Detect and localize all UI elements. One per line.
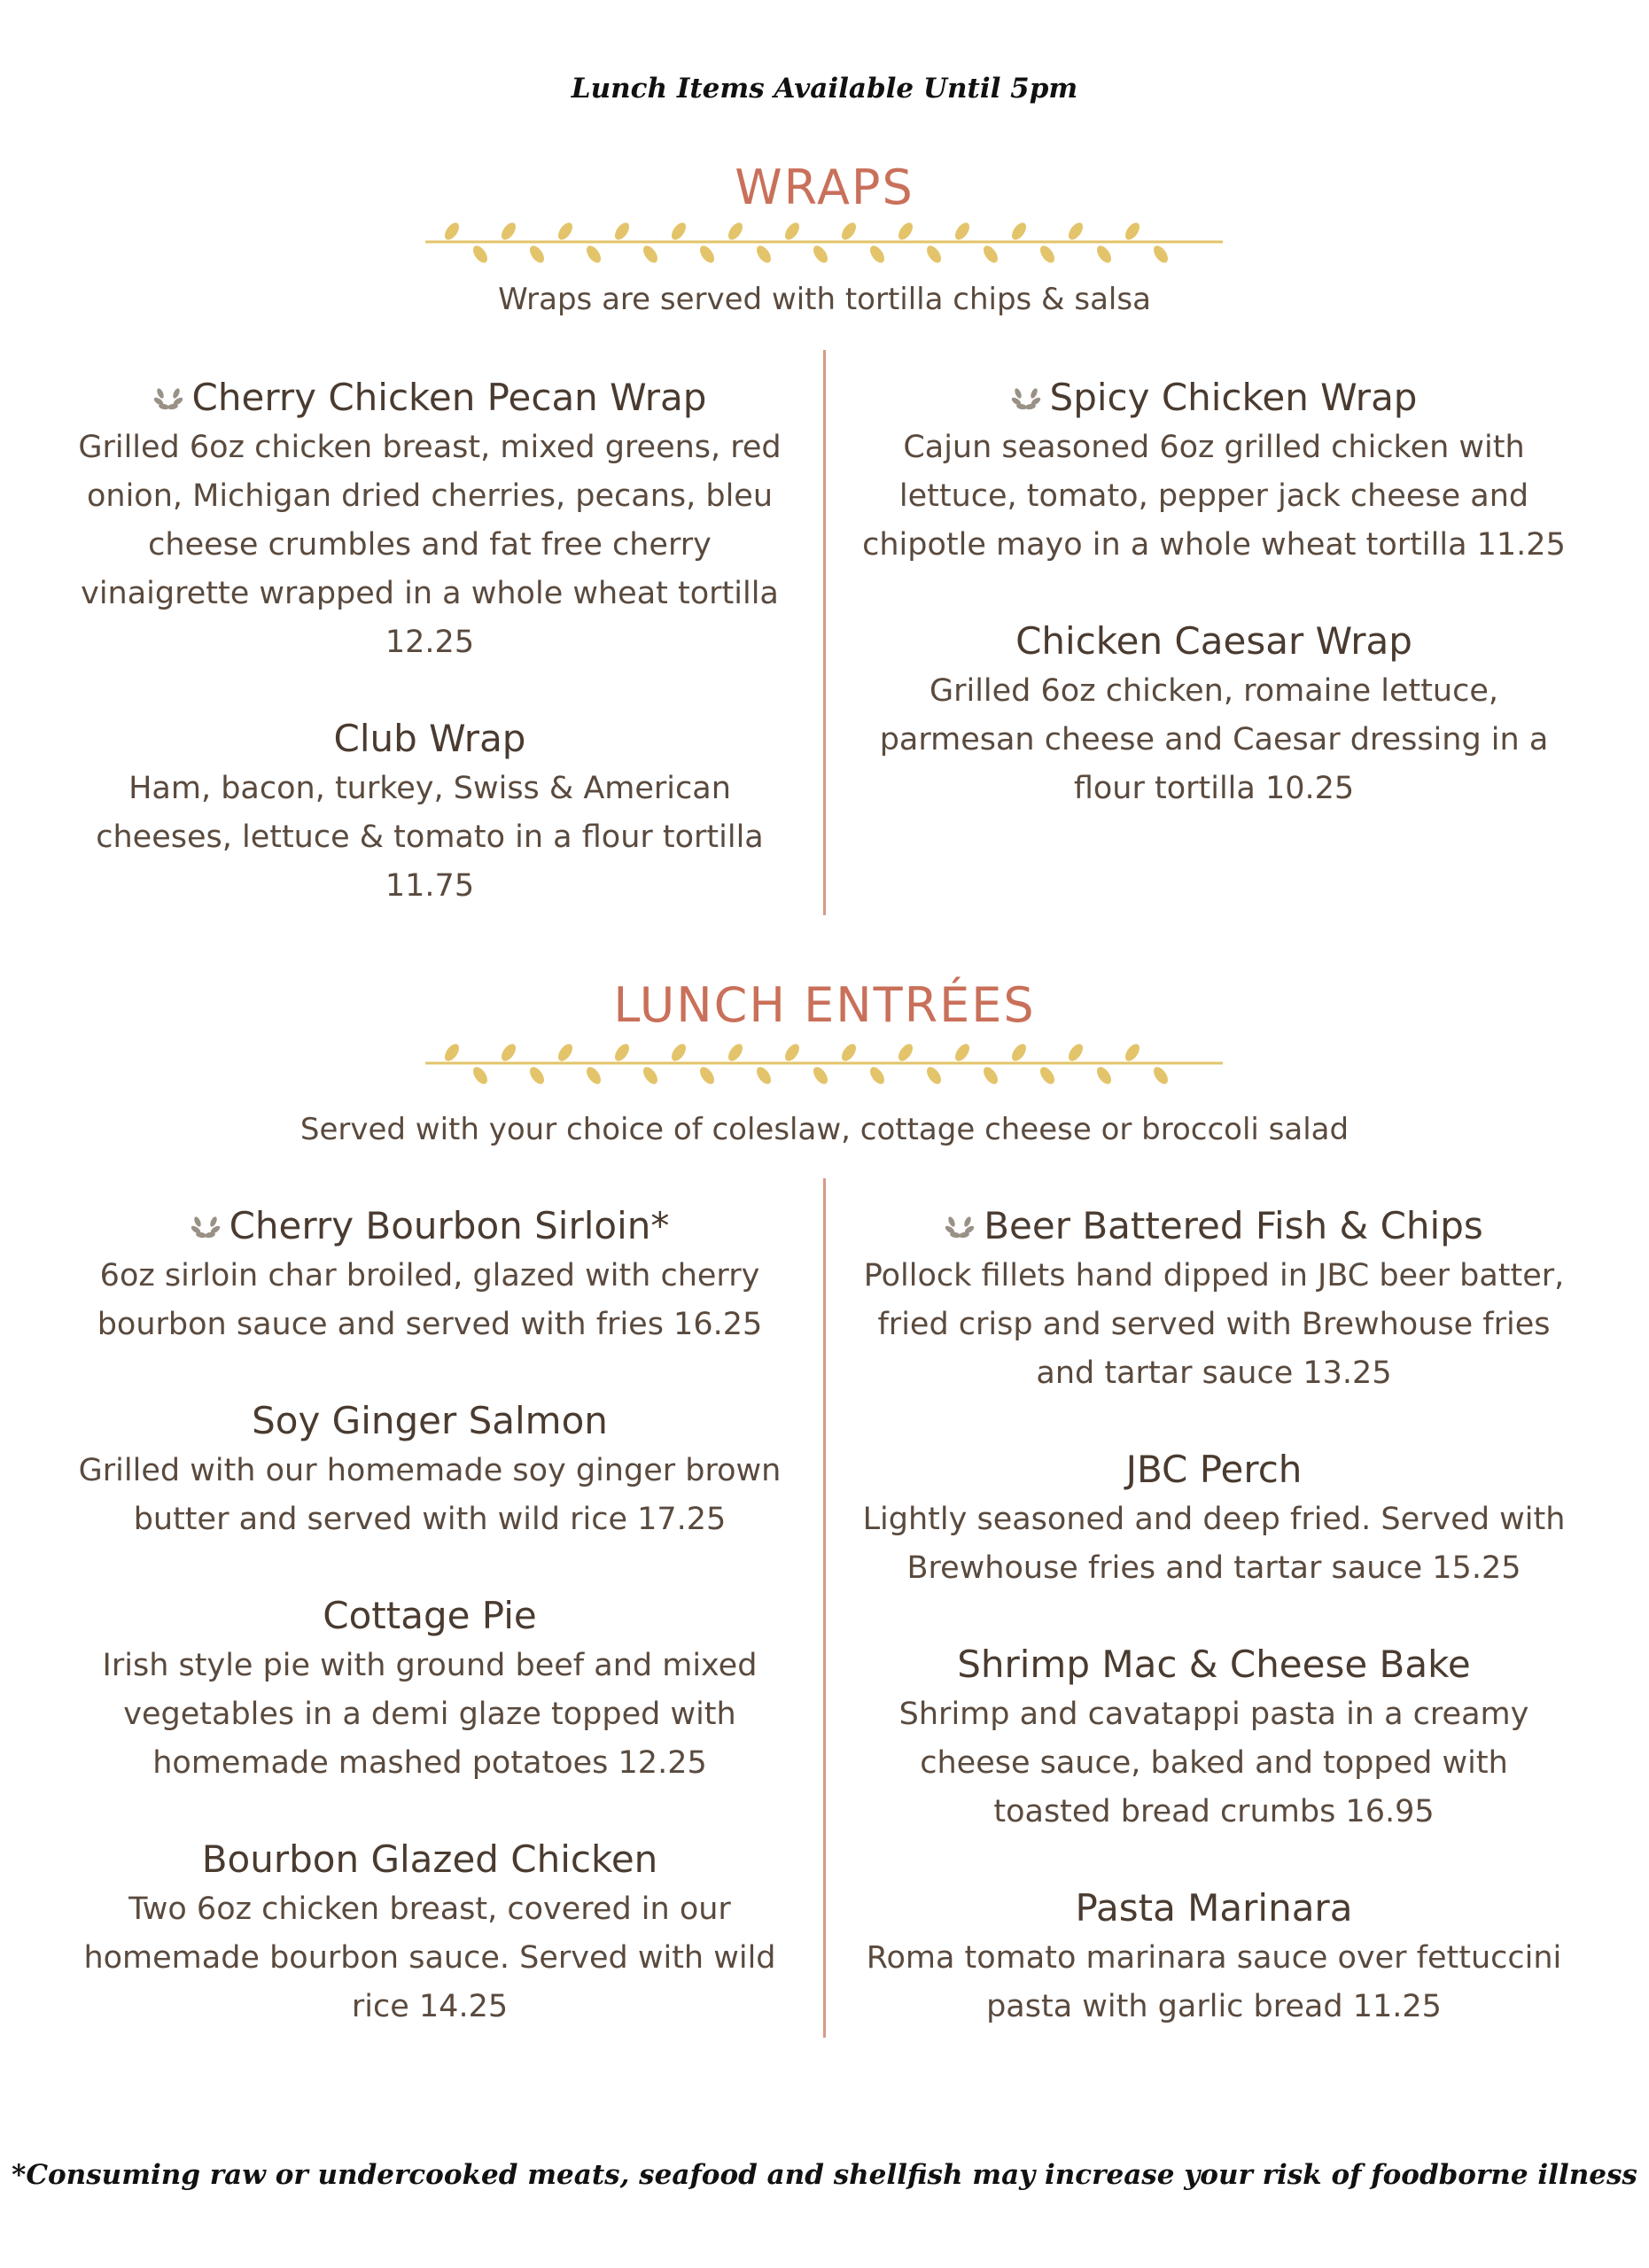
wraps-column-divider (823, 350, 826, 915)
menu-item-description (851, 1934, 1577, 2031)
menu-item-name (66, 713, 793, 765)
menu-item (66, 1590, 793, 1788)
menu-item-name-text: Bourbon Glazed Chicken (201, 1837, 658, 1881)
menu-item-description (66, 765, 793, 911)
menu-item-name (851, 372, 1577, 423)
menu-item-name-text: Chicken Caesar Wrap (1015, 619, 1412, 663)
menu-item (66, 713, 793, 911)
menu-item-description-line: fried crisp and served with Brewhouse fries (877, 1307, 1551, 1342)
wraps-section-subtitle: Wraps are served with tortilla chips & salsa (498, 282, 1151, 317)
menu-item-description-line: chipotle mayo in a whole wheat tortilla 11.25 (862, 527, 1566, 563)
menu-item-description-line: 11.75 (385, 868, 475, 904)
entrees-column-divider (823, 1178, 826, 2038)
menu-item-description-line: Ham, bacon, turkey, Swiss & American (128, 771, 731, 806)
laurel-wreath-icon (1011, 385, 1041, 412)
menu-item (851, 1883, 1577, 2031)
menu-item-name (851, 1883, 1577, 1934)
menu-item-description-line: parmesan cheese and Caesar dressing in a (879, 722, 1549, 757)
menu-item (851, 1444, 1577, 1593)
menu-item-description (851, 667, 1577, 813)
menu-item-description-line: Grilled with our homemade soy ginger brown (78, 1453, 782, 1488)
menu-item-description (851, 1690, 1577, 1837)
menu-item-description-line: Irish style pie with ground beef and mixed (102, 1648, 758, 1683)
menu-item-description-line: butter and served with wild rice 17.25 (133, 1502, 727, 1537)
menu-item-description (851, 1252, 1577, 1398)
menu-item-description-line: Grilled 6oz chicken, romaine lettuce, (929, 673, 1499, 709)
menu-item (851, 1200, 1577, 1398)
entrees-section-title: LUNCH ENTRÉES (613, 977, 1036, 1033)
menu-item-name (66, 1395, 793, 1447)
vine-divider-icon (425, 1038, 1223, 1091)
menu-item-description-line: Shrimp and cavatappi pasta in a creamy (898, 1697, 1529, 1732)
menu-item-description (851, 1495, 1577, 1593)
menu-item-description (66, 1447, 793, 1544)
menu-item-name (66, 1834, 793, 1885)
menu-item-description (66, 1642, 793, 1788)
menu-item-description-line: cheese sauce, baked and topped with (920, 1745, 1508, 1781)
wraps-right-column (851, 372, 1577, 813)
menu-item (66, 1395, 793, 1544)
menu-item-name (66, 1200, 793, 1252)
menu-item-description-line: vegetables in a demi glaze topped with (123, 1697, 736, 1732)
menu-item-description (66, 423, 793, 667)
menu-item-description-line: pasta with garlic bread 11.25 (986, 1989, 1442, 2024)
menu-item-description-line: 6oz sirloin char broiled, glazed with cherry (99, 1258, 760, 1293)
menu-item-description-line: homemade mashed potatoes 12.25 (152, 1745, 707, 1781)
menu-item-description-line: rice 14.25 (351, 1989, 509, 2024)
menu-item-description-line: Two 6oz chicken breast, covered in our (128, 1891, 731, 1927)
menu-item-name (851, 1639, 1577, 1690)
menu-item-description-line: bourbon sauce and served with fries 16.25 (97, 1307, 763, 1342)
menu-item-name (66, 372, 793, 423)
laurel-wreath-icon (153, 385, 183, 412)
menu-item (66, 372, 793, 667)
menu-item-description (851, 423, 1577, 570)
menu-item-description-line: Cajun seasoned 6oz grilled chicken with (903, 430, 1525, 465)
laurel-wreath-icon (191, 1214, 221, 1240)
food-safety-disclaimer: *Consuming raw or undercooked meats, seafood and shellfish may increase your risk of foodborne illness (12, 2159, 1637, 2191)
menu-item-description-line: lettuce, tomato, pepper jack cheese and (898, 478, 1529, 514)
menu-item-description-line: cheese crumbles and fat free cherry (148, 527, 712, 563)
menu-item (851, 372, 1577, 570)
menu-item-name-text: JBC Perch (1125, 1448, 1303, 1491)
menu-item-name-text: Beer Battered Fish & Chips (984, 1204, 1483, 1247)
menu-item-description (66, 1252, 793, 1349)
entrees-right-column (851, 1200, 1577, 2031)
menu-item-name-text: Spicy Chicken Wrap (1049, 376, 1418, 419)
menu-item-name-text: Club Wrap (333, 717, 526, 760)
menu-item-description-line: vinaigrette wrapped in a whole wheat tortilla (81, 576, 779, 611)
menu-item (851, 1639, 1577, 1837)
menu-item-name (851, 1200, 1577, 1252)
menu-item-description-line: toasted bread crumbs 16.95 (993, 1794, 1435, 1829)
menu-item-name (66, 1590, 793, 1642)
menu-item-name-text: Pasta Marinara (1075, 1886, 1353, 1930)
menu-item-name-text: Cottage Pie (323, 1594, 537, 1637)
entrees-section-subtitle: Served with your choice of coleslaw, cottage cheese or broccoli salad (299, 1112, 1350, 1147)
menu-item (66, 1200, 793, 1349)
menu-item-name-text: Cherry Chicken Pecan Wrap (191, 376, 707, 419)
menu-item-description-line: Grilled 6oz chicken breast, mixed greens, red (78, 430, 782, 465)
menu-item-description-line: and tartar sauce 13.25 (1036, 1355, 1392, 1391)
menu-item-description-line: flour tortilla 10.25 (1073, 771, 1355, 806)
menu-item-description-line: Brewhouse fries and tartar sauce 15.25 (906, 1550, 1521, 1586)
menu-item-description-line: Lightly seasoned and deep fried. Served with (862, 1502, 1566, 1537)
menu-item-name-text: Shrimp Mac & Cheese Bake (957, 1643, 1471, 1686)
menu-item-description (66, 1885, 793, 2031)
menu-item-name (851, 1444, 1577, 1495)
entrees-left-column (66, 1200, 793, 2031)
menu-item-description-line: onion, Michigan dried cherries, pecans, bleu (86, 478, 774, 514)
menu-item-description-line: Roma tomato marinara sauce over fettuccini (866, 1940, 1562, 1976)
menu-item (851, 616, 1577, 813)
laurel-wreath-icon (945, 1214, 975, 1240)
menu-item-description-line: Pollock fillets hand dipped in JBC beer batter, (863, 1258, 1565, 1293)
menu-item-description-line: homemade bourbon sauce. Served with wild (83, 1940, 776, 1976)
menu-item-description-line: cheeses, lettuce & tomato in a flour tortilla (96, 819, 764, 855)
menu-item-name-text: Soy Ginger Salmon (252, 1399, 608, 1442)
menu-item-name (851, 616, 1577, 667)
lunch-availability-note: Lunch Items Available Until 5pm (571, 73, 1078, 105)
menu-item-description-line: 12.25 (385, 625, 475, 660)
menu-item (66, 1834, 793, 2031)
wraps-left-column (66, 372, 793, 911)
vine-divider-icon (425, 217, 1223, 270)
wraps-section-title: WRAPS (735, 159, 914, 215)
menu-item-name-text: Cherry Bourbon Sirloin* (229, 1204, 670, 1247)
